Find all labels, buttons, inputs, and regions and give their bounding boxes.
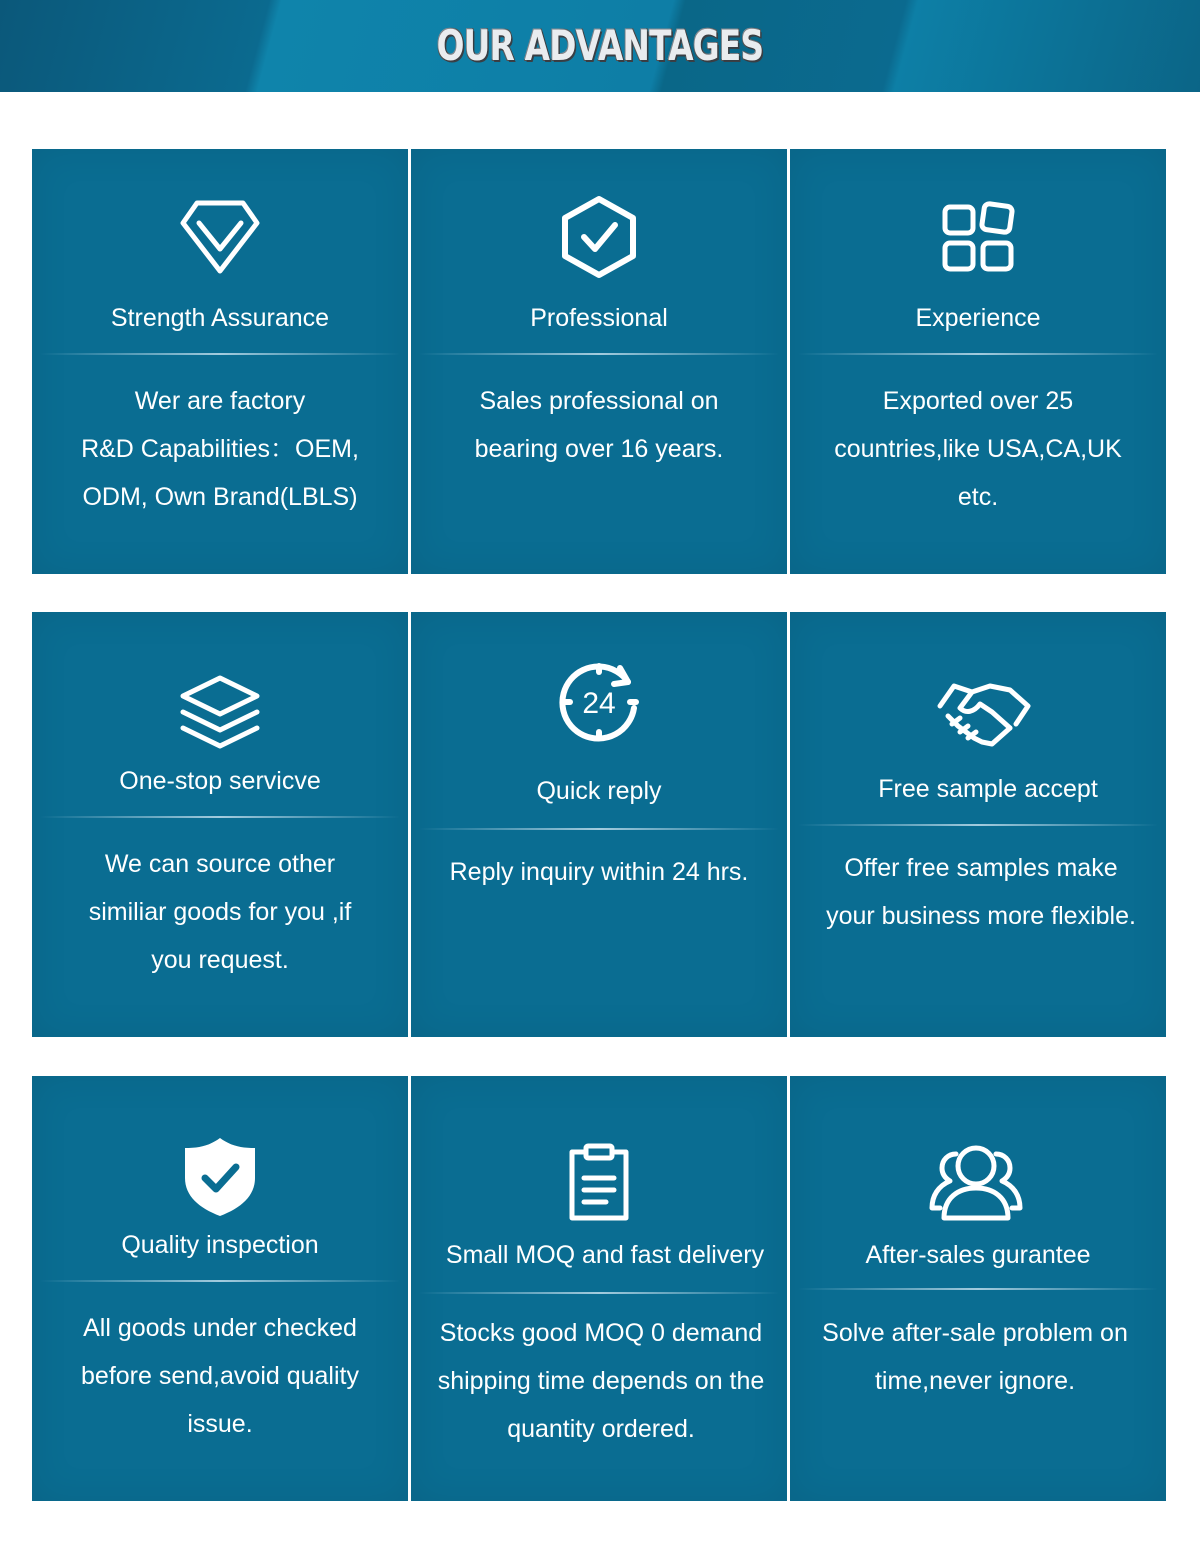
clock-24-icon bbox=[554, 656, 644, 746]
advantage-card-quick-reply bbox=[411, 612, 787, 1037]
desc-line: shipping time depends on the bbox=[437, 1367, 765, 1395]
hexagon-check-icon bbox=[554, 193, 644, 283]
divider bbox=[40, 353, 400, 355]
desc-line: issue. bbox=[187, 1410, 253, 1438]
card-description bbox=[417, 1309, 785, 1453]
desc-line: Reply inquiry within 24 hrs. bbox=[449, 858, 749, 886]
handshake-icon bbox=[932, 672, 1036, 762]
divider bbox=[798, 824, 1158, 826]
users-icon bbox=[926, 1138, 1026, 1228]
apps-grid-icon bbox=[933, 193, 1023, 283]
card-description bbox=[800, 844, 1162, 940]
divider bbox=[798, 1288, 1158, 1290]
card-description bbox=[804, 377, 1152, 521]
advantage-card-strength bbox=[32, 149, 408, 574]
divider bbox=[40, 816, 400, 818]
card-title: Quality inspection bbox=[121, 1231, 319, 1259]
clipboard-icon bbox=[554, 1138, 644, 1228]
desc-line: similiar goods for you ,if bbox=[88, 898, 352, 926]
advantage-card-professional bbox=[411, 149, 787, 574]
card-description bbox=[46, 840, 394, 984]
desc-line: countries,like USA,CA,UK bbox=[834, 435, 1122, 463]
desc-line: you request. bbox=[151, 946, 289, 974]
advantage-card-free-sample bbox=[790, 612, 1166, 1037]
advantage-card-after-sales bbox=[790, 1076, 1166, 1501]
divider bbox=[419, 1292, 779, 1294]
desc-line: ODM, Own Brand(LBLS) bbox=[82, 483, 358, 511]
card-title: After-sales gurantee bbox=[865, 1241, 1091, 1269]
desc-line: quantity ordered. bbox=[507, 1415, 695, 1443]
card-title: Quick reply bbox=[536, 777, 662, 805]
desc-line: etc. bbox=[957, 483, 999, 511]
svg-text:24: 24 bbox=[582, 687, 616, 720]
diamond-icon bbox=[175, 193, 265, 283]
card-description bbox=[425, 377, 773, 473]
desc-line: Sales professional on bbox=[479, 387, 719, 415]
card-title: Free sample accept bbox=[878, 775, 1098, 803]
desc-line: before send,avoid quality bbox=[81, 1362, 359, 1390]
divider bbox=[419, 353, 779, 355]
desc-line: We can source other bbox=[104, 850, 336, 878]
advantage-card-moq bbox=[411, 1076, 787, 1501]
desc-line: Exported over 25 bbox=[882, 387, 1074, 415]
card-description bbox=[46, 377, 394, 521]
desc-line: R&D Capabilities：OEM, bbox=[81, 435, 359, 463]
layers-icon bbox=[175, 670, 265, 760]
card-title: One-stop servicve bbox=[119, 767, 321, 795]
card-description bbox=[794, 1309, 1156, 1405]
desc-line: Offer free samples make bbox=[844, 854, 1118, 882]
card-title: Experience bbox=[915, 304, 1041, 332]
card-description bbox=[425, 848, 773, 896]
divider bbox=[40, 1280, 400, 1282]
shield-check-icon bbox=[175, 1132, 265, 1222]
header-banner bbox=[0, 0, 1200, 92]
advantage-card-quality bbox=[32, 1076, 408, 1501]
advantage-card-one-stop bbox=[32, 612, 408, 1037]
desc-line: bearing over 16 years. bbox=[474, 435, 724, 463]
desc-line: Wer are factory bbox=[134, 387, 306, 415]
desc-line: Solve after-sale problem on bbox=[822, 1319, 1128, 1347]
advantage-card-experience bbox=[790, 149, 1166, 574]
card-title: Small MOQ and fast delivery bbox=[445, 1241, 765, 1269]
page-title: OUR ADVANTAGES bbox=[436, 21, 764, 70]
desc-line: All goods under checked bbox=[83, 1314, 357, 1342]
card-title: Strength Assurance bbox=[110, 304, 330, 332]
divider bbox=[798, 353, 1158, 355]
desc-line: Stocks good MOQ 0 demand bbox=[439, 1319, 763, 1347]
desc-line: time,never ignore. bbox=[874, 1367, 1076, 1395]
card-description bbox=[46, 1304, 394, 1448]
divider bbox=[419, 828, 779, 830]
card-title: Professional bbox=[530, 304, 668, 332]
desc-line: your business more flexible. bbox=[826, 902, 1136, 930]
